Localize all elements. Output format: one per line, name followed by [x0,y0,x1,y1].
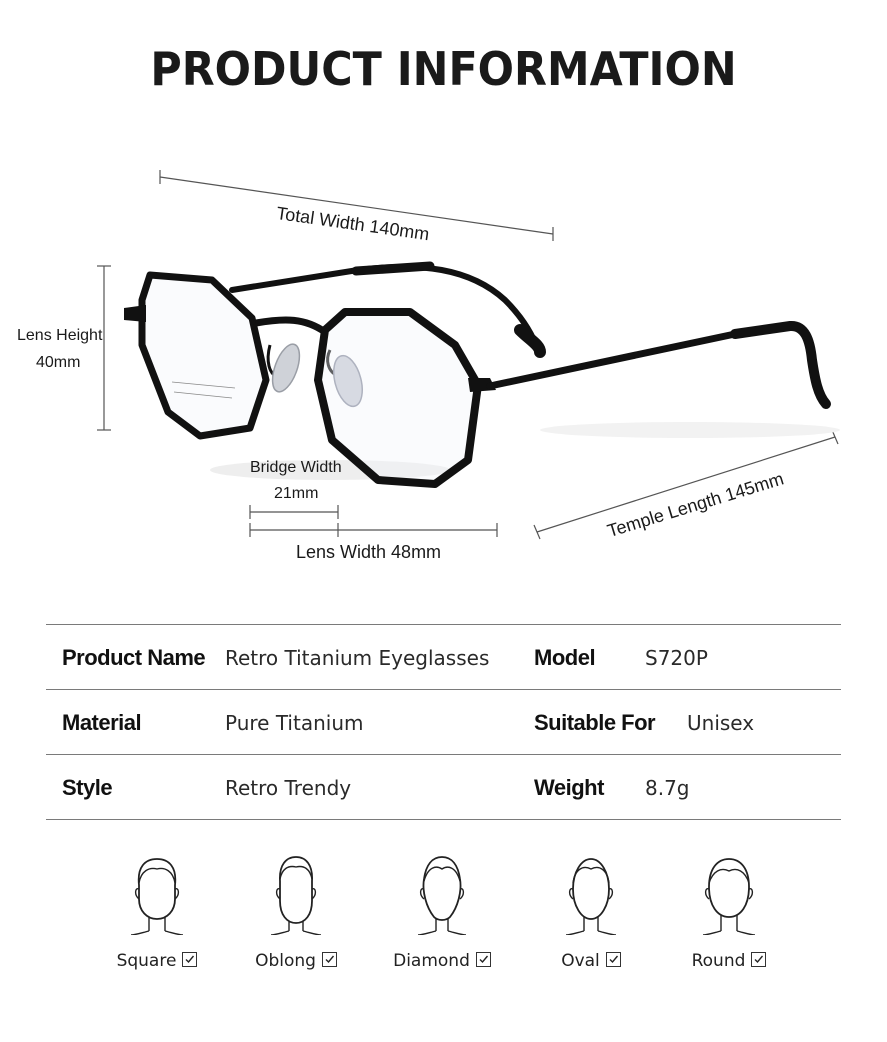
checkbox-checked-icon [751,952,766,967]
style-label: Style [62,775,113,800]
product-name-label: Product Name [62,645,206,670]
checkbox-checked-icon [182,952,197,967]
material-value: Pure Titanium [225,711,364,735]
lens-height-label-line1: Lens Height [17,327,103,344]
lens-width-label: Lens Width 48mm [296,542,442,562]
round-face-icon [699,855,759,935]
product-name-value: Retro Titanium Eyeglasses [225,646,490,670]
spec-row [46,625,841,690]
page-title: PRODUCT INFORMATION [150,42,737,96]
bridge [256,320,325,332]
total-width-label: Total Width 140mm [275,203,431,245]
face-label-diamond: Diamond [393,951,491,971]
face-shape-round [664,855,794,971]
square-face-icon [127,855,187,935]
spec-table [46,624,841,820]
face-label-oblong: Oblong [255,951,337,971]
right-lens-frame [318,312,478,484]
oval-face-icon [561,855,621,935]
spec-row [46,755,841,820]
weight-value: 8.7g [645,776,690,800]
checkbox-checked-icon [476,952,491,967]
left-lens-frame [142,275,266,436]
checkbox-checked-icon [322,952,337,967]
face-label-round: Round [692,951,767,971]
material-label: Material [62,710,142,735]
weight-label: Weight [534,775,604,800]
bridge-width-label-line1: Bridge Width [250,459,342,476]
suitable-for-label: Suitable For [534,710,656,735]
bridge-width-label-line2: 21mm [274,485,319,502]
style-value: Retro Trendy [225,776,352,800]
face-label-oval: Oval [561,951,621,971]
face-shape-list [0,855,887,995]
face-shape-square [92,855,222,971]
face-shape-oval [526,855,656,971]
model-value: S720P [645,646,708,670]
suitable-for-value: Unisex [687,711,755,735]
model-label: Model [534,645,596,670]
oblong-face-icon [266,855,326,935]
face-shape-diamond [377,855,507,971]
diamond-face-icon [412,855,472,935]
face-shape-oblong [231,855,361,971]
temple-length-label: Temple Length 145mm [605,468,786,542]
checkbox-checked-icon [606,952,621,967]
spec-row [46,690,841,755]
face-label-square: Square [117,951,198,971]
lens-height-label-line2: 40mm [36,354,81,371]
